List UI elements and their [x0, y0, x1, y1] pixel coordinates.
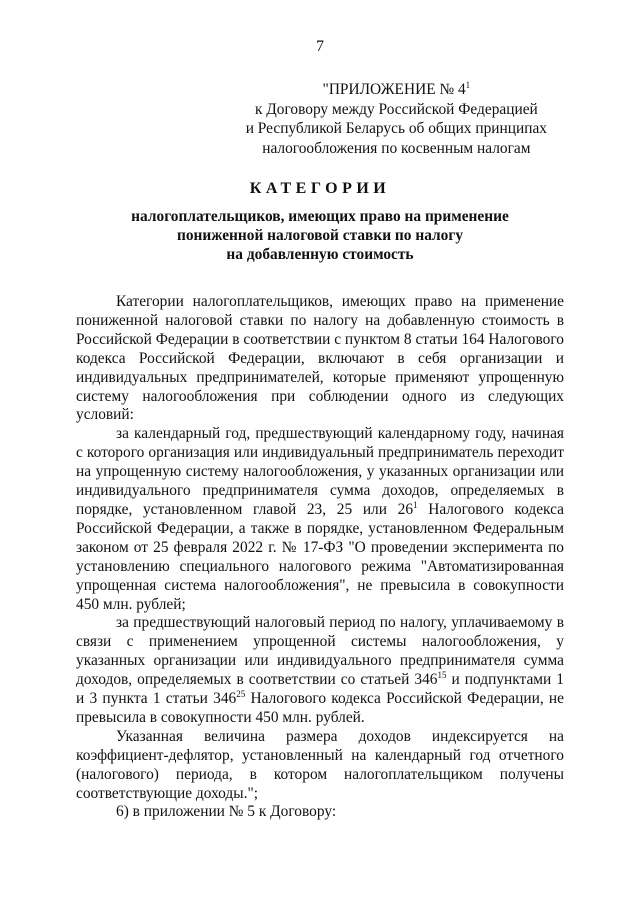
paragraph-3-superscript-2: 25 — [236, 688, 246, 699]
paragraph-5: 6) в приложении № 5 к Договору: — [116, 803, 337, 821]
paragraph-4: Указанная величина размера доходов индексируется на коэффициент-дефлятор, установленный на календарный год отчетного (налогового) периода, в котором налогоплательщиком получены соответствующие доходы."; — [76, 727, 564, 802]
appendix-line-1 — [246, 76, 547, 100]
document-body — [76, 293, 564, 822]
appendix-header — [246, 76, 547, 158]
paragraph-1: Категории налогоплательщиков, имеющих право на применение пониженной налоговой ставки по налогу на добавленную стоимость в Российской Федерации в соответствии с пунктом 8 статьи 164 Налогового кодекса Российской Федерации, включают в себя организации и индивидуальных предпринимателей, которые применяют упрощенную систему налогообложения при соблюдении одного из следующих условий: — [76, 293, 564, 424]
paragraph-3-text-a: за предшествующий налоговый период по налогу, уплачиваемому в связи с применением упрощенной системы налогообложения, у указанных организации или индивидуального предпринимателя сумма доходов, определяемых в соответствии со статьей 346 — [76, 614, 564, 689]
paragraph-2 — [76, 425, 564, 614]
document-title: КАТЕГОРИИ — [249, 180, 391, 197]
subtitle-line-1: налогоплательщиков, имеющих право на применение — [131, 208, 509, 225]
paragraph-3 — [76, 614, 564, 727]
paragraph-3-text-b: и подпунктами 1 и 3 пункта 1 статьи 346 — [76, 671, 564, 708]
appendix-line-3: и Республикой Беларусь об общих принципах — [245, 120, 547, 138]
subtitle-line-3: на добавленную стоимость — [226, 246, 414, 263]
paragraph-2-text-a: за календарный год, предшествующий календарному году, начиная с которого организация или индивидуальный предприниматель переходит на упрощенную систему налогообложения, у указанных организации или индивидуального предпринимателя сумма доходов, определяемых в порядке, установленном главой 23, 25 или 26 — [76, 425, 564, 518]
paragraph-2-text-b: Налогового кодекса Российской Федерации, а также в порядке, установленном Федеральным законом от 25 февраля 2022 г. № 17-ФЗ "О проведении эксперимента по установлению специального налогового режима "Автоматизированная упрощенная система налогообложения", не превысила в совокупности 450 млн. рублей; — [76, 500, 564, 613]
appendix-line-4: налогообложения по косвенным налогам — [262, 139, 531, 157]
document-subtitle — [0, 207, 640, 264]
appendix-superscript: 1 — [465, 80, 471, 90]
page-number: 7 — [316, 38, 324, 55]
appendix-title: "ПРИЛОЖЕНИЕ № 4 — [322, 81, 466, 99]
paragraph-2-superscript: 1 — [413, 499, 418, 510]
paragraph-3-text-c: Налогового кодекса Российской Федерации, не превысила в совокупности 450 млн. рублей. — [76, 690, 564, 726]
appendix-line-2: к Договору между Российской Федерацией — [254, 100, 538, 118]
subtitle-line-2: пониженной налоговой ставки по налогу — [176, 227, 464, 244]
paragraph-3-superscript-1: 15 — [437, 670, 447, 680]
